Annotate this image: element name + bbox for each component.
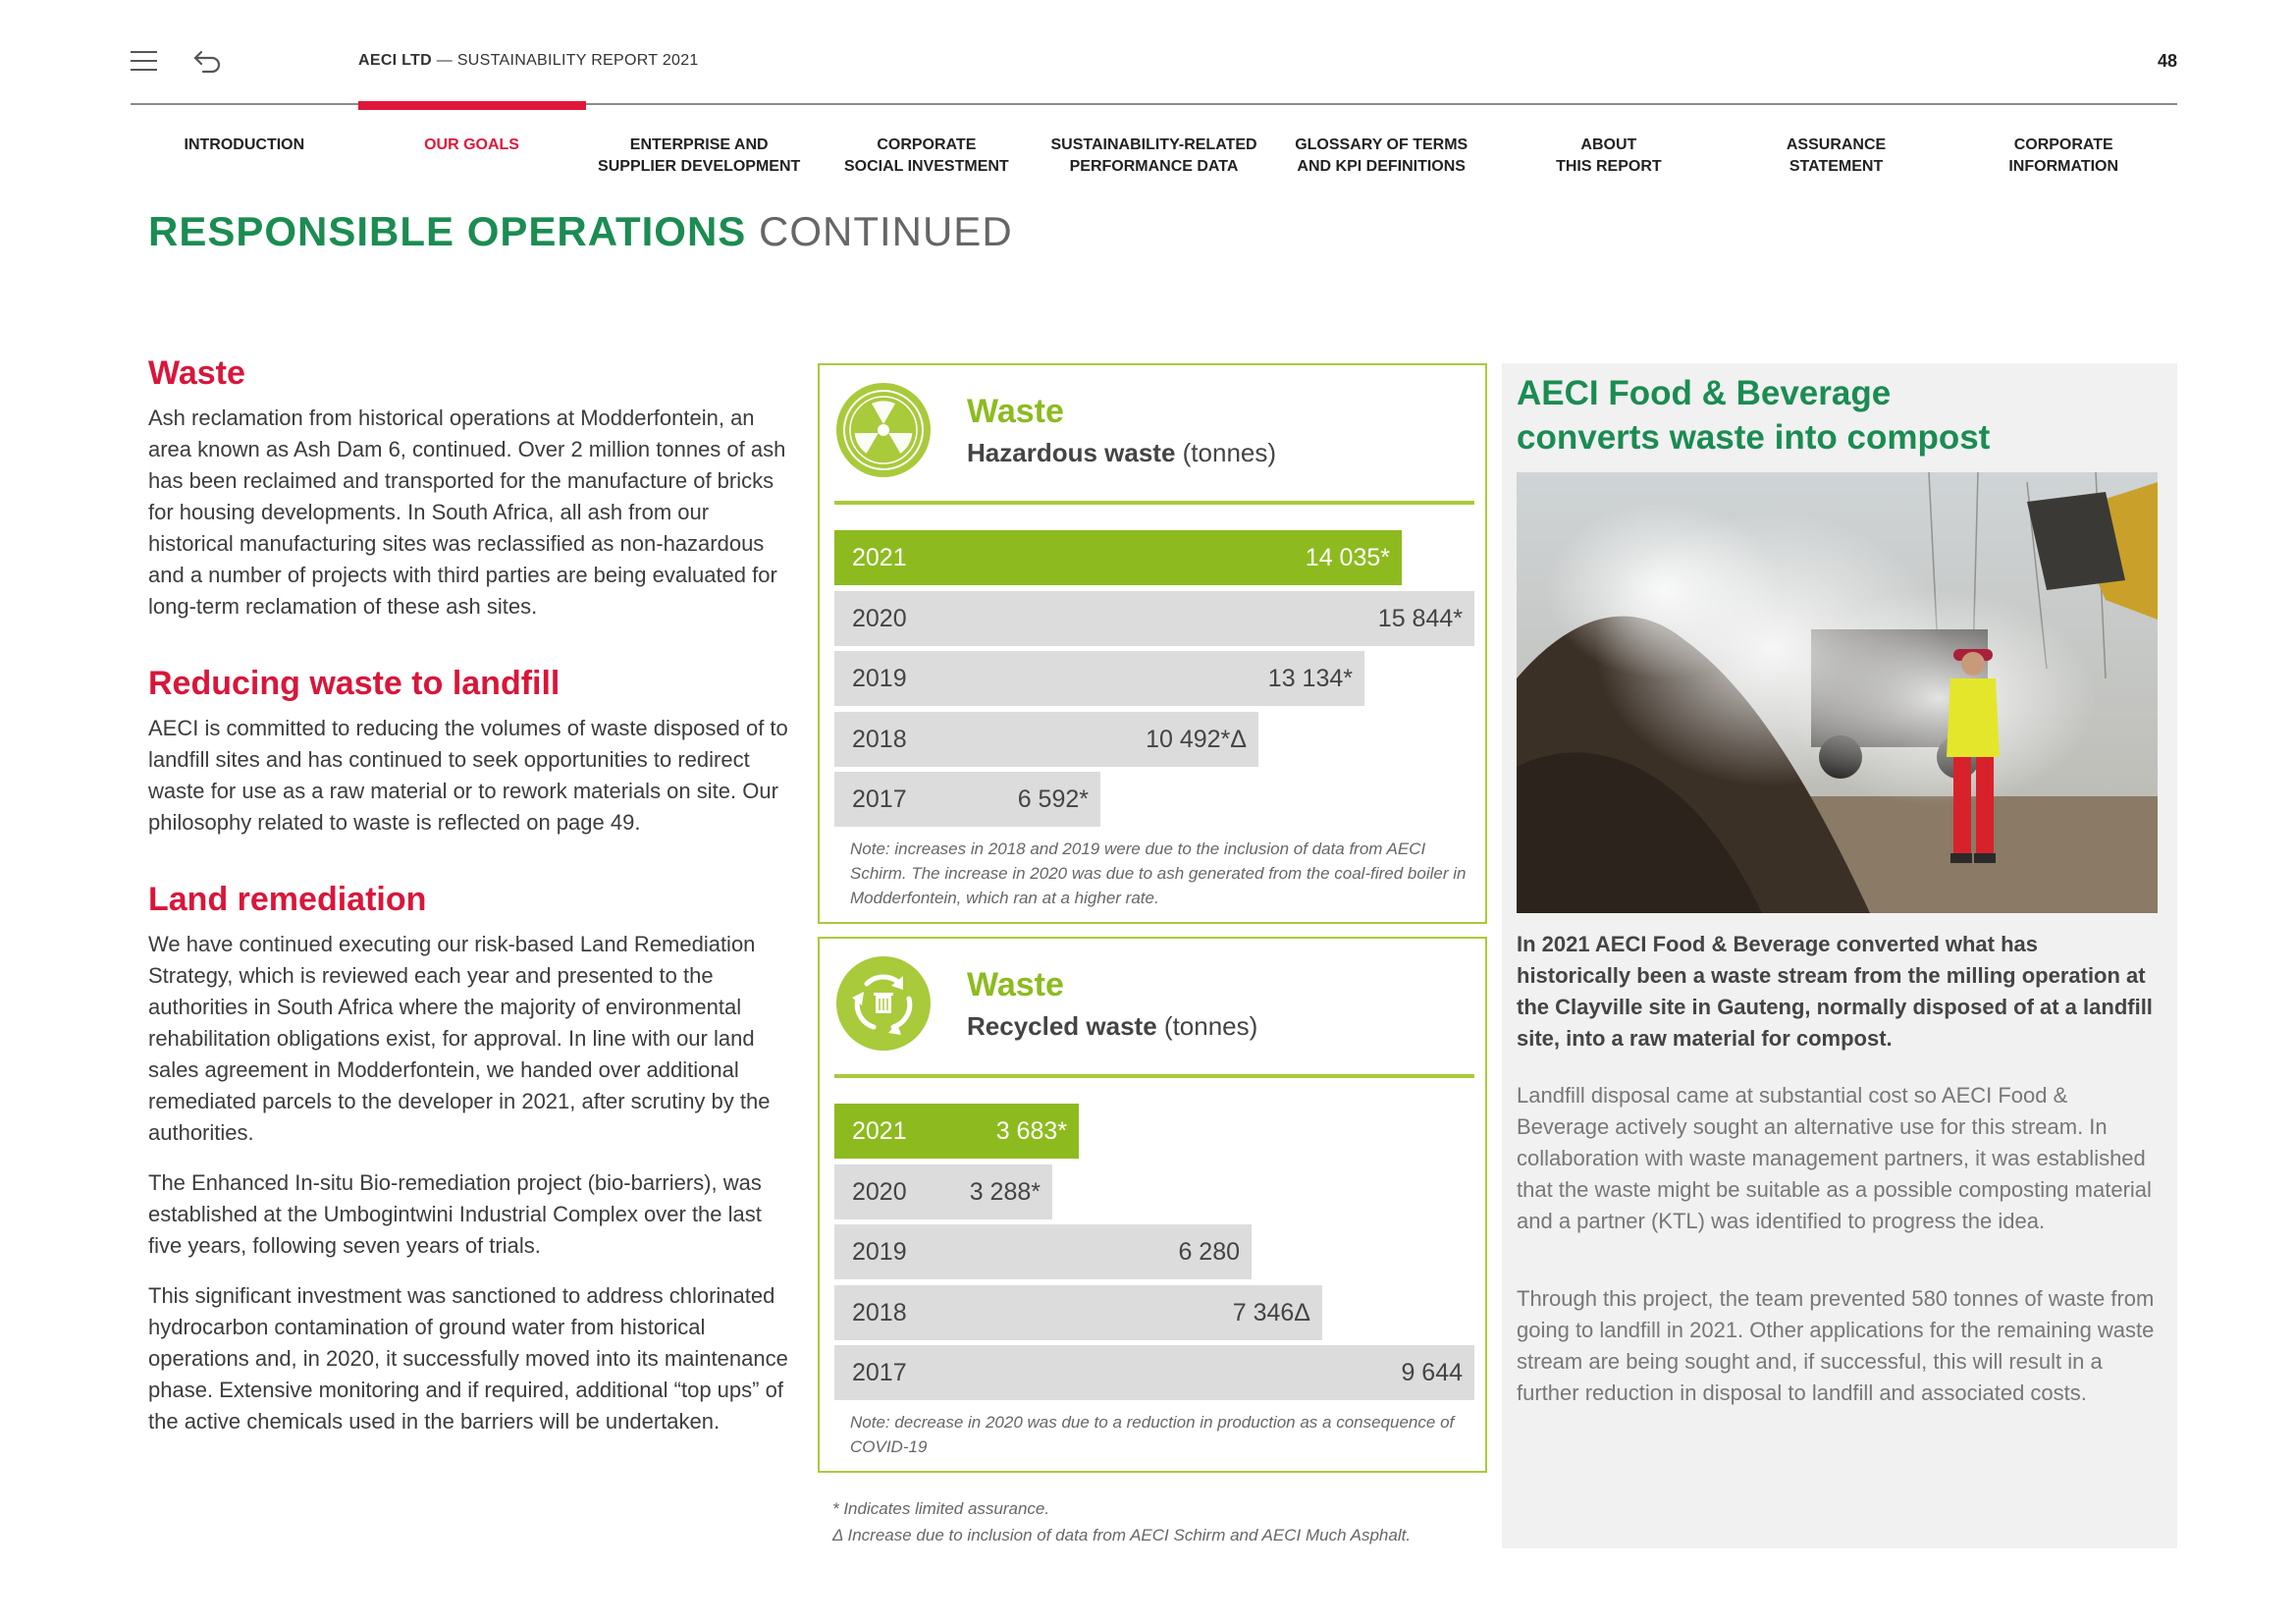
tab-enterprise-supplier-development[interactable]: ENTERPRISE AND SUPPLIER DEVELOPMENT [598,136,801,175]
chart-subtitle-main: Recycled waste [967,1011,1157,1041]
chart-title: Waste [967,393,1064,430]
case-study-paragraph-1: Landfill disposal came at substantial cost so AECI Food & Beverage actively sought an alternative use for this stream. In collaboration with waste management partners, it was established that the waste might be suitable as a possible composting material and a partner (KTL) was identified to progress the idea. [1517,1083,2152,1233]
waste-paragraph: Ash reclamation from historical operations at Modderfontein, an area known as Ash Dam 6, continued. Over 2 million tonnes of ash has been reclaimed and transported for the manufacture of bricks for housing developments. In South Africa, all ash from our historical manufacturing sites was reclassified as non-hazardous and a number of projects with third parties are being evaluated for long-term reclamation of these ash sites. [148,406,786,619]
chart-header [820,365,1485,503]
chart-note: Note: increases in 2018 and 2019 were due to the inclusion of data from AECI Schirm. The increase in 2020 was due to ash generated from the coal-fired boiler in Modderfontein, which ran at a higher rate. [850,839,1467,907]
compost-site-photo [1517,472,2158,913]
bar-row-2018 [834,712,1474,767]
chart-unit: (tonnes) [1163,1011,1258,1041]
hazardous-waste-chart [818,363,1487,924]
bar-year-label: 2020 [852,604,907,632]
bar-value-label: 7 346Δ [1232,1298,1310,1326]
landfill-paragraph: AECI is committed to reducing the volumes of waste disposed of to landfill sites and has continued to seek opportunities to redirect waste for use as a raw material or to rework materials on site. Our philosophy related to waste is reflected on page 49. [148,716,788,835]
tab-introduction[interactable]: INTRODUCTION [184,136,305,153]
bar-row-2019 [834,651,1474,706]
chart-subtitle [967,1011,1257,1042]
tab-corporate-information[interactable]: CORPORATE INFORMATION [2008,136,2119,175]
land-remediation-paragraph-3: This significant investment was sanctioned to address chlorinated hydrocarbon contamination of ground water from historical operations and, in 2020, it successfully moved into its maintenance phase. Extensive monitoring and if required, additional “top ups” of the active chemicals used in the barriers will be undertaken. [148,1283,788,1434]
active-tab-indicator [358,101,586,110]
land-remediation-paragraph-2: The Enhanced In-situ Bio-remediation project (bio-barriers), was established at the Umbogintwini Industrial Complex over the last five years, following seven years of trials. [148,1170,762,1258]
title-separator: — [436,52,454,69]
bar-year-label: 2017 [852,1359,907,1386]
bar-year-label: 2017 [852,785,907,813]
landfill-heading: Reducing waste to landfill [148,665,561,702]
recycled-waste-chart [818,937,1487,1473]
chart-divider [834,1074,1474,1078]
bar-year-label: 2019 [852,665,907,692]
case-study-paragraph-2: Through this project, the team prevented 580 tonnes of waste from going to landfill in 2021. Other applications for the remaining waste stream are being sought and, if successful, this will result in a further reduction in disposal to landfill and associated costs. [1517,1286,2155,1405]
chart-divider [834,501,1474,505]
bar-row-2021 [834,1104,1474,1159]
bar-row-2019 [834,1224,1474,1279]
bar-row-2021 [834,530,1474,585]
bar-value-label: 9 644 [1401,1359,1463,1386]
left-column [148,353,791,1437]
bar [834,1345,1474,1400]
tab-glossary[interactable]: GLOSSARY OF TERMS AND KPI DEFINITIONS [1295,136,1468,175]
waste-heading: Waste [148,354,245,392]
land-remediation-paragraph-1: We have continued executing our risk-based Land Remediation Strategy, which is reviewed each year and presented to the authorities in South Africa where the majority of environmental rehabilitation obligations exist, for approval. In line with our land sales agreement in Modderfontein, we handed over additional remediated parcels to the developer in 2021, after scrutiny by the authorities. [148,932,771,1145]
page-title [148,208,1013,255]
page-number: 48 [2157,51,2177,71]
bar-year-label: 2019 [852,1238,907,1266]
land-remediation-heading: Land remediation [148,881,427,918]
top-bar [131,41,2177,82]
chart-subtitle [967,438,1276,468]
tab-assurance-statement[interactable]: ASSURANCE STATEMENT [1786,136,1887,175]
chart-note: Note: decrease in 2020 was due to a reduction in production as a consequence of COVID-19 [850,1413,1455,1456]
report-name: SUSTAINABILITY REPORT 2021 [456,52,699,69]
chart-title: Waste [967,966,1064,1003]
limited-assurance-footnote: * Indicates limited assurance. [832,1499,1050,1518]
bar-value-label: 6 592* [1017,785,1089,813]
bar-value-label: 10 492*Δ [1146,725,1247,753]
bar-row-2018 [834,1285,1474,1340]
tab-our-goals[interactable]: OUR GOALS [424,136,519,153]
bar-value-label: 3 288* [969,1177,1041,1206]
section-nav [131,135,2177,180]
bar-row-2017 [834,772,1474,827]
bar-row-2017 [834,1345,1474,1400]
tab-about-report[interactable]: ABOUT THIS REPORT [1556,136,1662,175]
report-title [358,52,699,70]
bar-list [834,1104,1474,1400]
chart-footnotes [832,1495,1411,1548]
bar-value-label: 15 844* [1377,604,1463,632]
bar-year-label: 2021 [852,1117,907,1145]
case-study-panel [1502,363,2177,1548]
menu-icon[interactable] [131,49,157,73]
bar-value-label: 13 134* [1267,665,1353,692]
tab-performance-data[interactable]: SUSTAINABILITY-RELATED PERFORMANCE DATA [1050,136,1257,175]
back-arrow-icon[interactable] [191,47,223,75]
bar-row-2020 [834,1164,1474,1219]
bar-year-label: 2021 [852,544,907,571]
bar-value-label: 14 035* [1305,544,1390,571]
page-title-main: RESPONSIBLE OPERATIONS [148,208,747,254]
bar-year-label: 2018 [852,725,907,753]
bar-year-label: 2018 [852,1298,907,1326]
bar-row-2020 [834,591,1474,646]
chart-unit: (tonnes) [1182,438,1277,467]
tab-corporate-social-investment[interactable]: CORPORATE SOCIAL INVESTMENT [843,136,1009,175]
chart-header [820,939,1485,1076]
radiation-hazard-icon [834,381,933,479]
chart-subtitle-main: Hazardous waste [967,438,1176,467]
bar-value-label: 3 683* [995,1117,1067,1145]
case-study-heading: AECI Food & Beverage converts waste into compost [1517,374,1991,457]
company-name: AECI LTD [358,52,432,69]
bar-value-label: 6 280 [1178,1238,1240,1266]
recycle-bin-icon [834,954,933,1053]
case-study-lead: In 2021 AECI Food & Beverage converted what has historically been a waste stream from the milling operation at the Clayville site in Gauteng, normally disposed of at a landfill site, into a raw material for compost. [1517,932,2153,1051]
bar-list [834,530,1474,827]
bar-year-label: 2020 [852,1177,907,1206]
page-title-suffix: CONTINUED [758,208,1013,254]
increase-footnote: Δ Increase due to inclusion of data from AECI Schirm and AECI Much Asphalt. [832,1526,1412,1544]
